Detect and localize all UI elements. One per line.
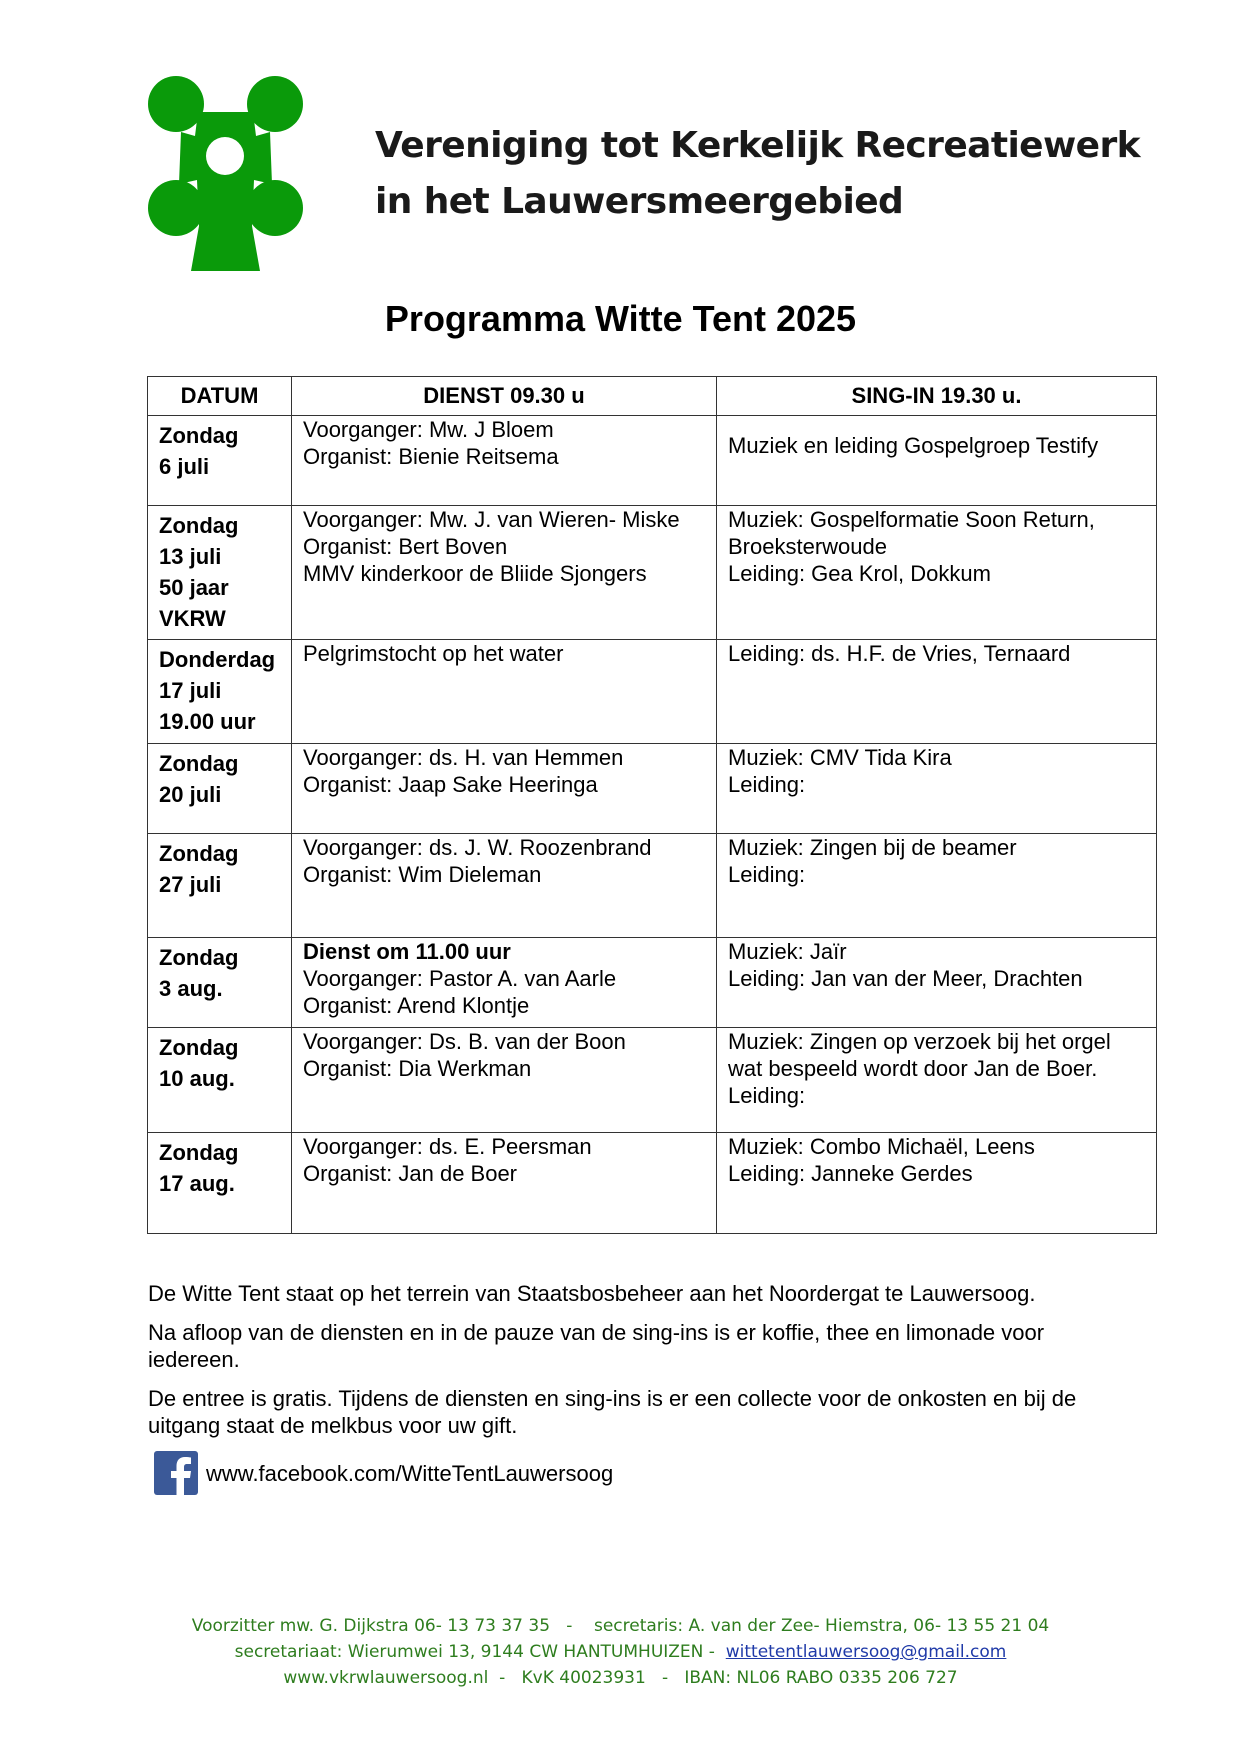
date-line: 19.00 uur (159, 709, 256, 734)
email-link[interactable]: wittetentlauwersoog@gmail.com (725, 1642, 1007, 1662)
date-line: Zondag (159, 1035, 239, 1060)
date-line: 10 aug. (159, 1066, 235, 1091)
table-row (148, 834, 1157, 938)
column-header-dienst: DIENST 09.30 u (292, 377, 717, 416)
table-row (148, 938, 1157, 1028)
date-line: 17 juli (159, 678, 222, 703)
organization-name (375, 118, 1140, 230)
table-row (148, 640, 1157, 744)
date-cell (148, 744, 292, 834)
date-cell (148, 506, 292, 640)
facebook-url-link[interactable]: www.facebook.com/WitteTentLauwersoog (206, 1460, 614, 1486)
dienst-line: Voorganger: Ds. B. van der Boon (303, 1029, 626, 1054)
sing-in-line: Muziek en leiding Gospelgroep Testify (728, 433, 1099, 458)
dienst-line: Organist: Wim Dieleman (303, 862, 542, 887)
dienst-cell (292, 640, 717, 744)
dienst-line: Organist: Bert Boven (303, 534, 508, 559)
dienst-cell (292, 1028, 717, 1133)
page-title: Programma Witte Tent 2025 (384, 298, 857, 339)
dienst-line: Organist: Jaap Sake Heeringa (303, 772, 598, 797)
sing-in-line: Muziek: Zingen bij de beamer (728, 835, 1017, 860)
sing-in-line: Muziek: Jaïr (728, 939, 847, 964)
sing-in-cell (717, 834, 1157, 938)
date-line: 3 aug. (159, 976, 223, 1001)
location-paragraph: De Witte Tent staat op het terrein van Staatsbosbeheer aan het Noordergat te Lauwersoog. (148, 1281, 1036, 1306)
date-line: 20 juli (159, 782, 222, 807)
dienst-line: Voorganger: Mw. J. van Wieren- Miske (303, 507, 680, 532)
dienst-time-note: Dienst om 11.00 uur (303, 939, 511, 964)
footer-address: secretariaat: Wierumwei 13, 9144 CW HANTUMHUIZEN - (234, 1642, 726, 1662)
dienst-line: Voorganger: Mw. J Bloem (303, 417, 554, 442)
sing-in-line: Muziek: Gospelformatie Soon Return, (728, 507, 1095, 532)
facebook-link-row[interactable] (148, 1451, 1108, 1495)
column-header-datum: DATUM (148, 377, 292, 416)
dienst-cell (292, 744, 717, 834)
date-line: Zondag (159, 841, 239, 866)
table-row (148, 1133, 1157, 1234)
dienst-cell (292, 938, 717, 1028)
dienst-line: Organist: Bienie Reitsema (303, 444, 559, 469)
sing-in-line: Muziek: CMV Tida Kira (728, 745, 952, 770)
sing-in-line: wat bespeeld wordt door Jan de Boer. (728, 1056, 1098, 1081)
dienst-line: Voorganger: Pastor A. van Aarle (303, 966, 617, 991)
date-line: 27 juli (159, 872, 222, 897)
date-cell (148, 938, 292, 1028)
table-row (148, 744, 1157, 834)
sing-in-cell (717, 938, 1157, 1028)
dienst-line: Organist: Dia Werkman (303, 1056, 532, 1081)
date-cell (148, 640, 292, 744)
dienst-line: MMV kinderkoor de Bliide Sjongers (303, 561, 647, 586)
dienst-line: Pelgrimstocht op het water (303, 641, 564, 666)
org-line-1: Vereniging tot Kerkelijk Recreatiewerk (375, 125, 1140, 166)
facebook-icon (154, 1451, 198, 1495)
dienst-line: Voorganger: ds. J. W. Roozenbrand (303, 835, 652, 860)
table-row (148, 1028, 1157, 1133)
dienst-line: Voorganger: ds. H. van Hemmen (303, 745, 624, 770)
date-line: Zondag (159, 1140, 239, 1165)
sing-in-line: Muziek: Combo Michaël, Leens (728, 1134, 1035, 1159)
sing-in-line: Leiding: ds. H.F. de Vries, Ternaard (728, 641, 1071, 666)
date-line: Zondag (159, 513, 239, 538)
sing-in-line: Broeksterwoude (728, 534, 887, 559)
sing-in-line: Leiding: (728, 862, 806, 887)
date-line: Zondag (159, 751, 239, 776)
date-line: 50 jaar (159, 575, 229, 600)
date-line: Donderdag (159, 647, 276, 672)
sing-in-line: Leiding: Jan van der Meer, Drachten (728, 966, 1083, 991)
table-row (148, 416, 1157, 506)
footer-address-line (0, 1639, 1241, 1665)
date-line: Zondag (159, 423, 239, 448)
sing-in-cell (717, 640, 1157, 744)
date-cell (148, 1028, 292, 1133)
footer (0, 1613, 1241, 1691)
sing-in-cell (717, 506, 1157, 640)
dienst-cell (292, 506, 717, 640)
date-line: 17 aug. (159, 1171, 235, 1196)
column-header-sing-in: SING-IN 19.30 u. (717, 377, 1157, 416)
dienst-cell (292, 834, 717, 938)
sing-in-line: Leiding: Janneke Gerdes (728, 1161, 973, 1186)
program-table (147, 376, 1157, 1234)
table-row (148, 506, 1157, 640)
tree-cross-logo-icon (148, 76, 303, 271)
dienst-cell (292, 1133, 717, 1234)
sing-in-cell (717, 416, 1157, 506)
refreshments-paragraph: Na afloop van de diensten en in de pauze van de sing-ins is er koffie, thee en limonade voor iedereen. (148, 1320, 1045, 1372)
dienst-line: Organist: Arend Klontje (303, 993, 530, 1018)
dienst-line: Organist: Jan de Boer (303, 1161, 518, 1186)
footer-registration-line: www.vkrwlauwersoog.nl - KvK 40023931 - IBAN: NL06 RABO 0335 206 727 (283, 1668, 958, 1688)
info-section (148, 1280, 1108, 1495)
table-header-row (148, 377, 1157, 416)
date-cell (148, 416, 292, 506)
date-line: Zondag (159, 945, 239, 970)
sing-in-cell (717, 1028, 1157, 1133)
sing-in-line: Muziek: Zingen op verzoek bij het orgel (728, 1029, 1111, 1054)
date-line: 6 juli (159, 454, 210, 479)
entrance-paragraph: De entree is gratis. Tijdens de diensten en sing-ins is er een collecte voor de onkosten en bij de uitgang staat de melkbus voor uw gift. (148, 1386, 1077, 1438)
dienst-cell (292, 416, 717, 506)
footer-contacts-line: Voorzitter mw. G. Dijkstra 06- 13 73 37 35 - secretaris: A. van der Zee- Hiemstra, 06- 13 55 21 04 (191, 1616, 1050, 1636)
sing-in-line: Leiding: Gea Krol, Dokkum (728, 561, 991, 586)
dienst-line: Voorganger: ds. E. Peersman (303, 1134, 592, 1159)
sing-in-cell (717, 1133, 1157, 1234)
date-cell (148, 1133, 292, 1234)
date-cell (148, 834, 292, 938)
sing-in-line: Leiding: (728, 1083, 806, 1108)
sing-in-cell (717, 744, 1157, 834)
org-line-2: in het Lauwersmeergebied (375, 181, 904, 222)
sing-in-line: Leiding: (728, 772, 806, 797)
date-line: 13 juli (159, 544, 222, 569)
date-line: VKRW (159, 606, 226, 631)
